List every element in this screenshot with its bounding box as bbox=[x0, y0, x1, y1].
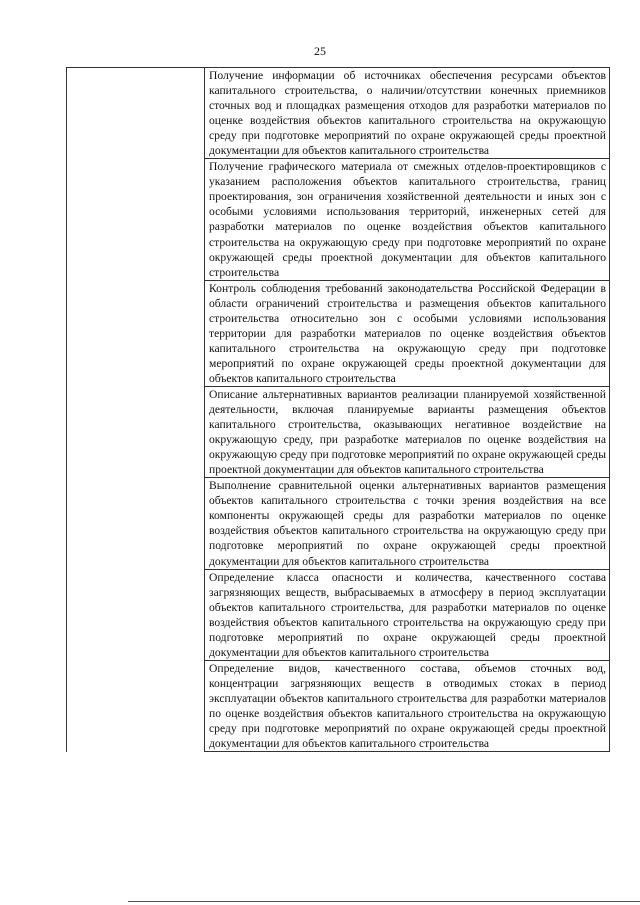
action-cell bbox=[205, 478, 610, 569]
action-cell bbox=[205, 280, 610, 386]
action-cell bbox=[205, 569, 610, 660]
action-text: Получение графического материала от смежных отделов-проектировщиков с указанием расположения объектов капитального строительства, границ проектирования, зон ограничения хозяйственной деятельности и иных зон с особыми условиями использования территорий, инженерных сетей для разработки материалов по оценке воздействия объектов капитального строительства на окружающую среду при подготовке мероприятий по охране окружающей среды проектной документации для объектов капитального строительства bbox=[209, 160, 606, 279]
action-text: Определение видов, качественного состава, объемов сточных вод, концентрации загрязняющих веществ в отводимых стоках в период эксплуатации объектов капитального строительства для разработки материалов по оценке воздействия объектов капитального строительства на окружающую среду при подготовке мероприятий по охране окружающей среды проектной документации для объектов капитального строительства bbox=[209, 661, 606, 751]
action-text: Определение класса опасности и количества, качественного состава загрязняющих веществ, выбрасываемых в атмосферу в период эксплуатации объектов капитального строительства, для разработки материалов по оценке воздействия объектов капитального строительства на окружающую среду при подготовке мероприятий по охране окружающей среды проектной документации для объектов капитального строительства bbox=[209, 570, 606, 659]
action-text: Получение информации об источниках обеспечения ресурсами объектов капитального строительства, о наличии/отсутствии конечных приемников сточных вод и площадках размещения отходов для разработки материалов по оценке воздействия объектов капитального строительства на окружающую среду при подготовке мероприятий по охране окружающей среды проектной документации для объектов капитального строительства bbox=[209, 69, 606, 158]
labor-functions-table bbox=[66, 67, 610, 752]
action-cell bbox=[205, 386, 610, 477]
action-cell bbox=[205, 68, 610, 159]
bottom-edge-line bbox=[128, 901, 640, 902]
action-text: Выполнение сравнительной оценки альтернативных вариантов размещения объектов капитального строительства с точки зрения воздействия на все компоненты окружающей среды для разработки материалов по оценке воздействия объектов капитального строительства на окружающую среду при подготовке мероприятий по охране окружающей среды проектной документации для объектов капитального строительства bbox=[209, 479, 606, 568]
action-cell bbox=[205, 159, 610, 280]
page-number: 25 bbox=[314, 44, 326, 58]
left-column-cell bbox=[67, 68, 205, 752]
table-row bbox=[67, 68, 610, 159]
action-cell bbox=[205, 660, 610, 751]
action-text: Контроль соблюдения требований законодательства Российской Федерации в области ограничений строительства и размещения объектов капитального строительства относительно зон с особыми условиями использования территории для разработки материалов по оценке воздействия объектов капитального строительства на окружающую среду при подготовке мероприятий по охране окружающей среды проектной документации для объектов капитального строительства bbox=[209, 281, 606, 385]
action-text: Описание альтернативных вариантов реализации планируемой хозяйственной деятельности, включая планируемые варианты размещения объектов капитального строительства, оказывающих негативное воздействие на окружающую среду, при разработке материалов по оценке воздействия на окружающую среду при подготовке мероприятий по охране окружающей среды проектной документации для объектов капитального строительства bbox=[209, 387, 606, 477]
